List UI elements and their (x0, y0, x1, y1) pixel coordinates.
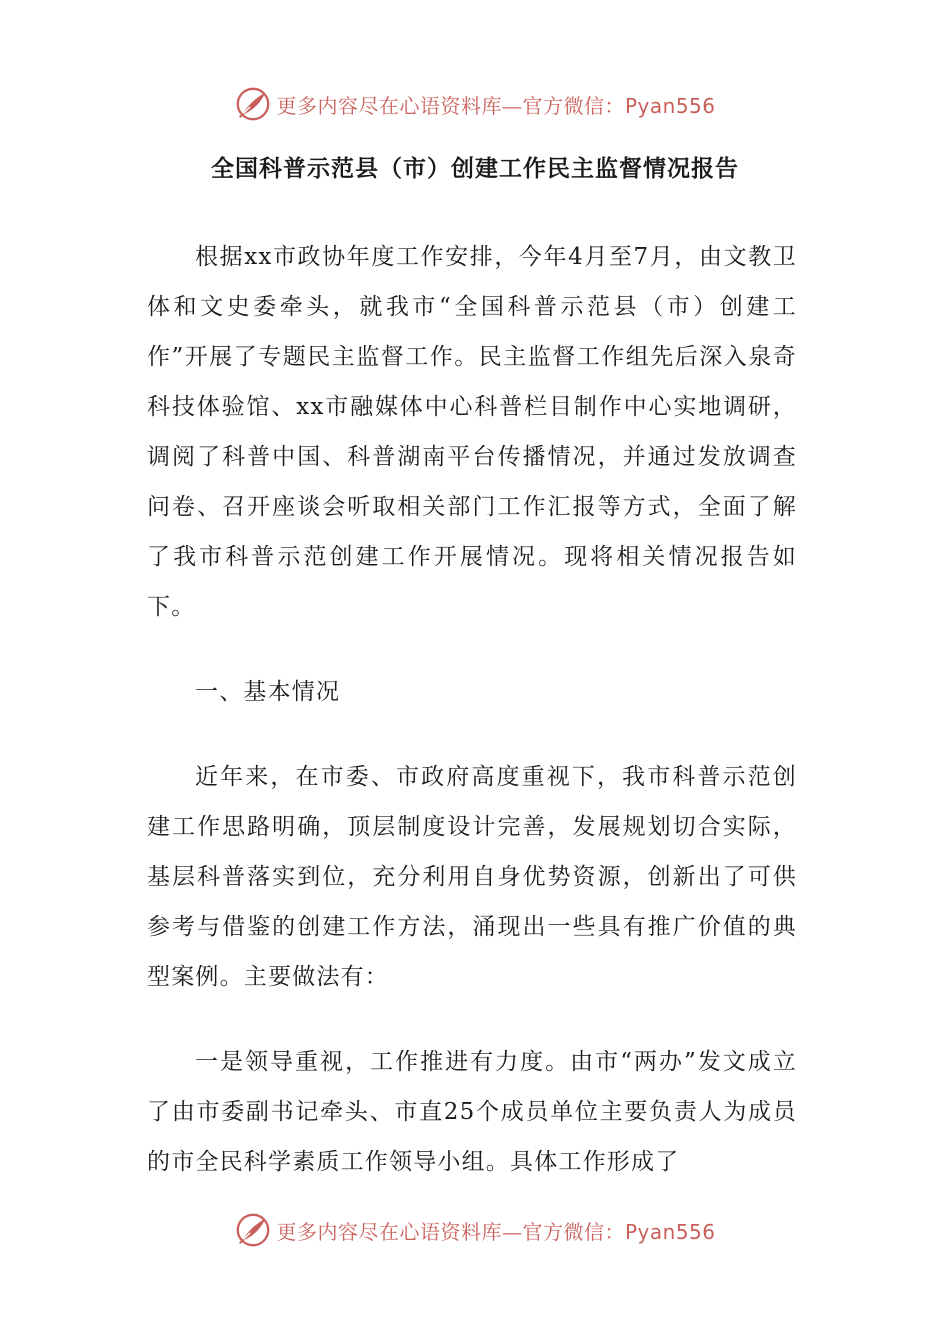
banner-text (276, 90, 715, 119)
banner-label: 更多内容尽在心语资料库—官方微信： (276, 93, 625, 118)
quill-pen-logo-icon (234, 1211, 272, 1249)
paragraph-leadership: 一是领导重视，工作推进有力度。由市“两办”发文成立了由市委副书记牵头、市直25个成员单位主要负责人为成员的市全民科学素质工作领导小组。具体工作形成了 (147, 1049, 797, 1175)
document-title: 全国科普示范县（市）创建工作民主监督情况报告 (211, 155, 739, 182)
paragraph-overview: 近年来，在市委、市政府高度重视下，我市科普示范创建工作思路明确，顶层制度设计完善，发展规划切合实际，基层科普落实到位，充分利用自身优势资源，创新出了可供参考与借鉴的创建工作方法，涌现出一些具有推广价值的典型案例。主要做法有： (147, 764, 797, 990)
section-heading: 一、基本情况 (195, 679, 341, 705)
banner-wechat-id: Pyan556 (624, 1219, 716, 1244)
banner-wechat-id: Pyan556 (624, 93, 716, 118)
paragraph-intro: 根据xx市政协年度工作安排，今年4月至7月，由文教卫体和文史委牵头，就我市“全国科普示范县（市）创建工作”开展了专题民主监督工作。民主监督工作组先后深入泉奇科技体验馆、xx市融媒体中心科普栏目制作中心实地调研，调阅了科普中国、科普湖南平台传播情况，并通过发放调查问卷、召开座谈会听取相关部门工作汇报等方式，全面了解了我市科普示范创建工作开展情况。现将相关情况报告如下。 (147, 244, 797, 620)
header-banner (0, 82, 950, 126)
document-body (147, 232, 797, 1187)
banner-label: 更多内容尽在心语资料库—官方微信： (276, 1219, 625, 1244)
quill-pen-logo-icon (234, 85, 272, 123)
banner-text (276, 1216, 715, 1245)
footer-banner (0, 1208, 950, 1252)
